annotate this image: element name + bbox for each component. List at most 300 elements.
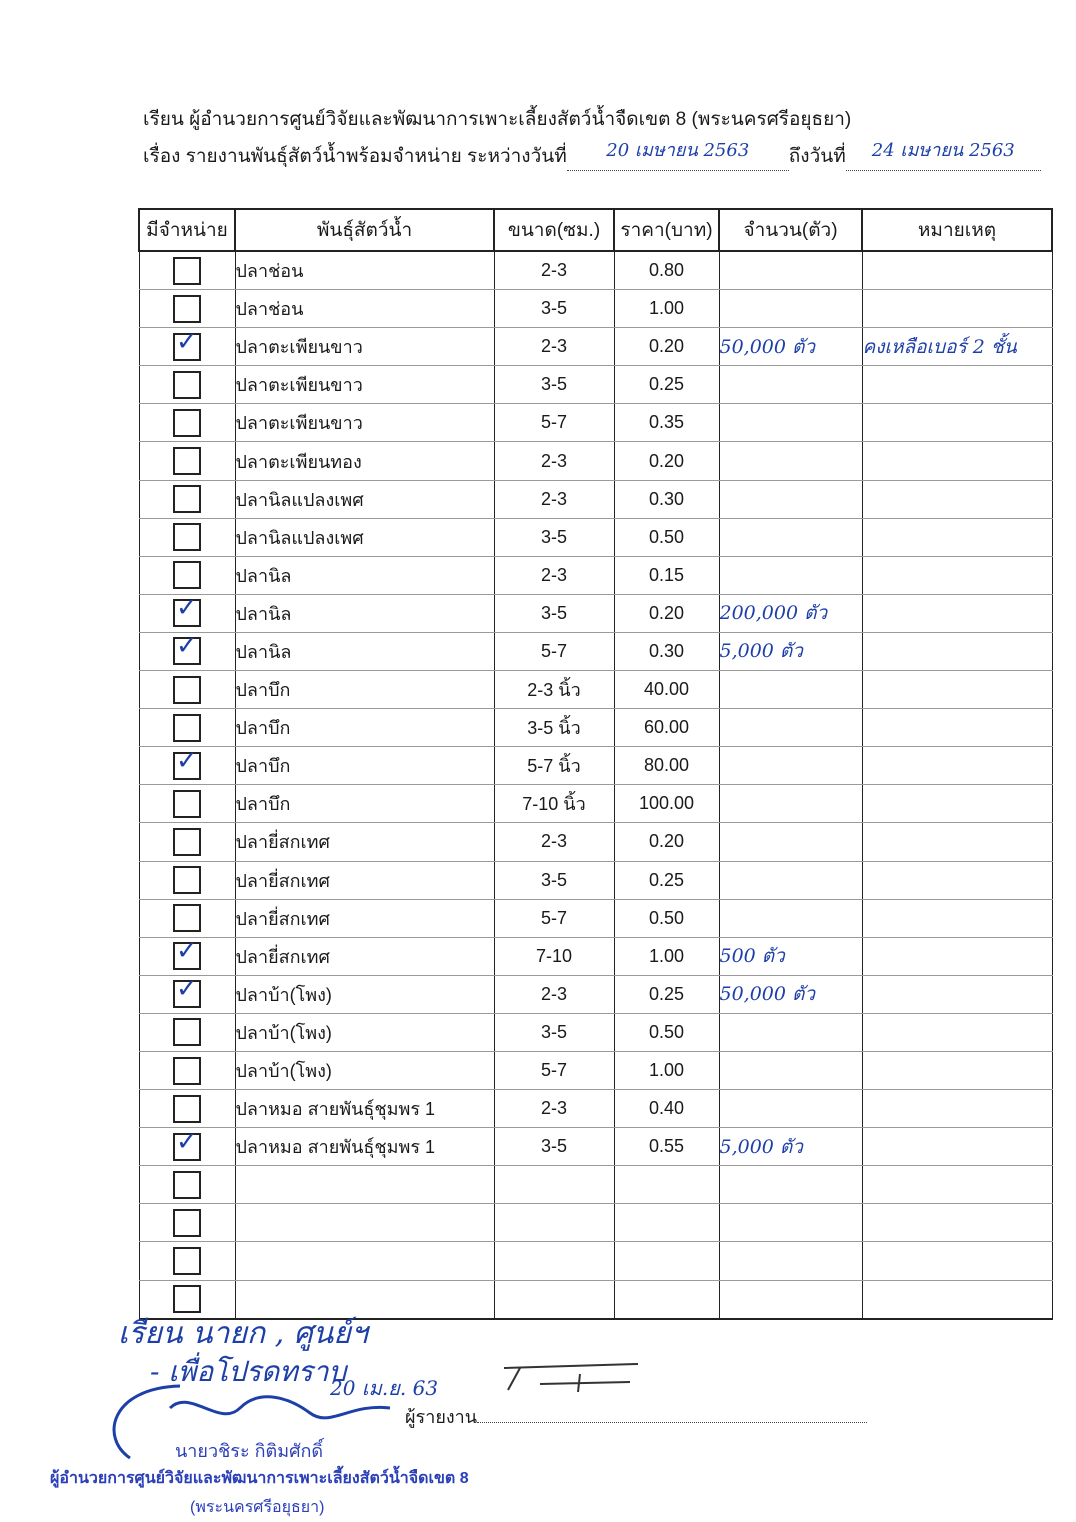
price-cell-text: 0.35: [648, 412, 685, 433]
size-cell-text: 2-3: [540, 831, 567, 852]
size-cell-text: 2-3: [540, 260, 567, 281]
price-cell: [614, 975, 719, 1013]
available-cell: [139, 556, 235, 594]
available-checkbox[interactable]: [173, 866, 201, 894]
table-header-row: [139, 209, 1052, 251]
price-cell: [614, 480, 719, 518]
price-cell-text: 0.50: [648, 526, 685, 547]
species-cell: [235, 1090, 494, 1128]
species-cell: [235, 671, 494, 709]
subject-prefix: เรื่อง รายงานพันธุ์สัตว์น้ำพร้อมจำหน่าย ระหว่างวันที่: [143, 146, 567, 167]
size-cell: [494, 899, 614, 937]
remarks-cell: [862, 366, 1052, 404]
available-cell: [139, 480, 235, 518]
price-cell: [614, 251, 719, 290]
size-cell: [494, 251, 614, 290]
remarks-cell: [862, 632, 1052, 670]
fish-stock-table: [138, 208, 1053, 1320]
size-cell-text: 5-7: [540, 907, 567, 928]
available-checkbox[interactable]: [173, 409, 201, 437]
price-cell-text: 1.00: [648, 298, 685, 319]
remarks-cell: [862, 404, 1052, 442]
size-cell: [494, 975, 614, 1013]
species-cell: [235, 594, 494, 632]
check-mark-icon: ✓: [176, 594, 198, 624]
check-mark-icon: ✓: [176, 632, 198, 662]
available-cell: [139, 975, 235, 1013]
remarks-cell: [862, 556, 1052, 594]
size-cell: [494, 594, 614, 632]
species-cell: [235, 1204, 494, 1242]
species-cell: [235, 1051, 494, 1089]
species-cell: [235, 518, 494, 556]
remarks-cell: [862, 480, 1052, 518]
species-cell: [235, 1166, 494, 1204]
check-mark-icon: ✓: [176, 975, 198, 1005]
quantity-cell-text: 5,000 ตัว: [719, 1135, 803, 1158]
signer-location: (พระนครศรีอยุธยา): [190, 1499, 325, 1516]
remarks-cell-text: คงเหลือเบอร์ 2 ชั้น: [862, 335, 1017, 358]
remarks-cell: [862, 785, 1052, 823]
price-cell-text: 0.25: [648, 983, 685, 1004]
quantity-cell-text: 50,000 ตัว: [719, 983, 816, 1006]
available-cell: [139, 632, 235, 670]
remarks-cell: [862, 937, 1052, 975]
from-date: 20 เมษายน 2563: [606, 140, 750, 161]
price-cell: [614, 861, 719, 899]
price-cell: [614, 709, 719, 747]
remarks-cell: [862, 290, 1052, 328]
available-checkbox[interactable]: [173, 447, 201, 475]
size-cell-text: 3-5: [540, 869, 567, 890]
available-checkbox[interactable]: [173, 485, 201, 513]
remarks-cell: [862, 861, 1052, 899]
size-cell-text: 5-7: [540, 640, 567, 661]
available-cell: [139, 1128, 235, 1166]
available-checkbox[interactable]: [173, 790, 201, 818]
price-cell: [614, 1204, 719, 1242]
price-cell: [614, 823, 719, 861]
price-cell-text: 1.00: [648, 945, 685, 966]
size-cell: [494, 671, 614, 709]
price-cell-text: 60.00: [643, 717, 690, 738]
species-cell-text: ปลานิล: [235, 603, 292, 624]
species-cell: [235, 556, 494, 594]
handwritten-note-1: เรียน นายก , ศูนย์ฯ: [118, 1316, 368, 1351]
remarks-cell: [862, 1128, 1052, 1166]
species-cell: [235, 785, 494, 823]
available-checkbox[interactable]: [173, 594, 201, 627]
table-row: [139, 899, 1052, 937]
species-cell-text: ปลาตะเพียนขาว: [235, 413, 363, 434]
species-cell-text: ปลายี่สกเทศ: [235, 946, 330, 967]
quantity-cell: [719, 1090, 862, 1128]
available-cell: [139, 404, 235, 442]
price-cell-text: 40.00: [643, 679, 690, 700]
quantity-cell: [719, 251, 862, 290]
table-row: [139, 937, 1052, 975]
price-cell: [614, 899, 719, 937]
size-cell-text: 2-3 นิ้ว: [527, 680, 581, 701]
quantity-cell: [719, 556, 862, 594]
remarks-cell: [862, 1242, 1052, 1280]
price-cell: [614, 671, 719, 709]
price-cell: [614, 747, 719, 785]
remarks-cell: [862, 1166, 1052, 1204]
quantity-cell: [719, 1166, 862, 1204]
table-row: [139, 709, 1052, 747]
species-cell-text: ปลาตะเพียนขาว: [235, 375, 363, 396]
size-cell: [494, 1013, 614, 1051]
available-cell: [139, 1166, 235, 1204]
available-checkbox[interactable]: [173, 1285, 201, 1313]
quantity-cell: [719, 518, 862, 556]
price-cell: [614, 1128, 719, 1166]
available-cell: [139, 861, 235, 899]
species-cell-text: ปลาบึก: [235, 756, 291, 777]
table-row: [139, 1204, 1052, 1242]
species-cell: [235, 1242, 494, 1280]
quantity-cell: [719, 632, 862, 670]
remarks-cell: [862, 823, 1052, 861]
price-cell: [614, 518, 719, 556]
species-cell: [235, 975, 494, 1013]
size-cell-text: 3-5: [540, 1021, 567, 1042]
check-mark-icon: ✓: [176, 937, 198, 967]
size-cell: [494, 1280, 614, 1319]
price-cell: [614, 1280, 719, 1319]
table-row: [139, 594, 1052, 632]
species-cell-text: ปลาตะเพียนทอง: [235, 451, 362, 472]
size-cell-text: 2-3: [540, 450, 567, 471]
size-cell: [494, 328, 614, 366]
table-row: [139, 442, 1052, 480]
table-row: [139, 1090, 1052, 1128]
species-cell: [235, 480, 494, 518]
col-size: ขนาด(ซม.): [494, 209, 614, 251]
remarks-cell: [862, 328, 1052, 366]
price-cell-text: 0.50: [648, 907, 685, 928]
species-cell: [235, 709, 494, 747]
quantity-cell: [719, 1280, 862, 1319]
price-cell-text: 0.30: [648, 488, 685, 509]
available-checkbox[interactable]: [173, 828, 201, 856]
species-cell: [235, 1128, 494, 1166]
price-cell: [614, 937, 719, 975]
size-cell: [494, 1051, 614, 1089]
price-cell: [614, 1166, 719, 1204]
size-cell-text: 5-7: [540, 1060, 567, 1081]
table-row: [139, 518, 1052, 556]
species-cell: [235, 290, 494, 328]
species-cell: [235, 937, 494, 975]
price-cell: [614, 442, 719, 480]
size-cell: [494, 861, 614, 899]
table-row: [139, 1051, 1052, 1089]
check-mark-icon: ✓: [176, 746, 198, 776]
size-cell-text: 2-3: [540, 564, 567, 585]
size-cell-text: 2-3: [540, 336, 567, 357]
species-cell-text: ปลาหมอ สายพันธุ์ชุมพร 1: [235, 1099, 436, 1120]
available-cell: [139, 251, 235, 290]
price-cell-text: 0.25: [648, 374, 685, 395]
quantity-cell: [719, 747, 862, 785]
size-cell-text: 2-3: [540, 488, 567, 509]
available-checkbox[interactable]: [173, 746, 201, 780]
quantity-cell: [719, 442, 862, 480]
table-row: [139, 975, 1052, 1013]
quantity-cell: [719, 1242, 862, 1280]
table-row: [139, 1242, 1052, 1280]
quantity-cell: [719, 975, 862, 1013]
price-cell: [614, 1013, 719, 1051]
check-mark-icon: ✓: [176, 1127, 198, 1157]
available-checkbox[interactable]: [173, 714, 201, 742]
quantity-cell: [719, 366, 862, 404]
species-cell: [235, 747, 494, 785]
size-cell: [494, 937, 614, 975]
to-date-label: ถึงวันที่: [788, 146, 846, 167]
handwritten-note-2: - เพื่อโปรดทราบ: [150, 1355, 347, 1388]
table-row: [139, 1166, 1052, 1204]
quantity-cell: [719, 937, 862, 975]
price-cell-text: 0.20: [648, 831, 685, 852]
quantity-cell: [719, 1013, 862, 1051]
table-row: [139, 861, 1052, 899]
price-cell-text: 0.25: [648, 869, 685, 890]
price-cell: [614, 594, 719, 632]
quantity-cell: [719, 861, 862, 899]
quantity-cell: [719, 823, 862, 861]
remarks-cell: [862, 975, 1052, 1013]
species-cell: [235, 366, 494, 404]
available-checkbox[interactable]: [173, 904, 201, 932]
size-cell: [494, 1090, 614, 1128]
from-date-field: [567, 141, 789, 171]
available-checkbox[interactable]: [173, 1057, 201, 1085]
species-cell-text: ปลายี่สกเทศ: [235, 832, 330, 853]
table-row: [139, 328, 1052, 366]
available-checkbox[interactable]: [173, 257, 201, 285]
available-checkbox[interactable]: [173, 1247, 201, 1275]
price-cell-text: 0.20: [648, 602, 685, 623]
size-cell: [494, 290, 614, 328]
quantity-cell-text: 200,000 ตัว: [719, 602, 828, 625]
reporter-label: ผู้รายงาน: [405, 1407, 478, 1427]
available-cell: [139, 1090, 235, 1128]
species-cell-text: ปลาช่อน: [235, 261, 304, 282]
available-cell: [139, 328, 235, 366]
size-cell-text: 3-5: [540, 374, 567, 395]
quantity-cell: [719, 404, 862, 442]
size-cell-text: 3-5: [540, 298, 567, 319]
price-cell-text: 0.80: [648, 260, 685, 281]
price-cell-text: 0.50: [648, 1021, 685, 1042]
available-cell: [139, 290, 235, 328]
price-cell-text: 0.40: [648, 1098, 685, 1119]
species-cell-text: ปลานิลแปลงเพศ: [235, 527, 364, 548]
available-cell: [139, 671, 235, 709]
available-checkbox[interactable]: [173, 1018, 201, 1046]
price-cell-text: 80.00: [643, 755, 690, 776]
available-cell: [139, 442, 235, 480]
quantity-cell: [719, 785, 862, 823]
size-cell-text: 5-7 นิ้ว: [527, 756, 581, 777]
available-checkbox[interactable]: [173, 676, 201, 704]
quantity-cell: [719, 328, 862, 366]
available-checkbox[interactable]: [173, 1095, 201, 1123]
species-cell-text: ปลานิล: [235, 641, 292, 662]
price-cell: [614, 328, 719, 366]
species-cell-text: ปลาตะเพียนขาว: [235, 337, 363, 358]
species-cell-text: ปลาช่อน: [235, 299, 304, 320]
to-date-field: [846, 141, 1041, 171]
size-cell: [494, 1128, 614, 1166]
table-row: [139, 404, 1052, 442]
to-date: 24 เมษายน 2563: [871, 140, 1015, 161]
remarks-cell: [862, 1051, 1052, 1089]
price-cell: [614, 1242, 719, 1280]
available-cell: [139, 518, 235, 556]
available-cell: [139, 1051, 235, 1089]
remarks-cell: [862, 1090, 1052, 1128]
available-checkbox[interactable]: [173, 295, 201, 323]
size-cell: [494, 747, 614, 785]
quantity-cell: [719, 899, 862, 937]
available-cell: [139, 823, 235, 861]
available-checkbox[interactable]: [173, 561, 201, 589]
available-cell: [139, 1242, 235, 1280]
quantity-cell: [719, 1204, 862, 1242]
quantity-cell-text: 5,000 ตัว: [719, 640, 803, 663]
available-cell: [139, 366, 235, 404]
species-cell: [235, 861, 494, 899]
col-quantity: จำนวน(ตัว): [719, 209, 862, 251]
price-cell-text: 0.55: [648, 1136, 685, 1157]
signer-name: นายวชิระ กิติมศักดิ์: [175, 1441, 324, 1461]
col-available: มีจำหน่าย: [139, 209, 235, 251]
recipient-line: เรียน ผู้อำนวยการศูนย์วิจัยและพัฒนาการเพาะเลี้ยงสัตว์น้ำจืดเขต 8 (พระนครศรีอยุธยา): [143, 109, 852, 130]
remarks-cell: [862, 709, 1052, 747]
species-cell: [235, 823, 494, 861]
size-cell-text: 2-3: [540, 983, 567, 1004]
quantity-cell: [719, 290, 862, 328]
remarks-cell: [862, 594, 1052, 632]
species-cell-text: ปลาบ้า(โพง): [235, 1061, 332, 1082]
quantity-cell: [719, 480, 862, 518]
quantity-cell-text: 50,000 ตัว: [719, 335, 816, 358]
species-cell: [235, 251, 494, 290]
table-row: [139, 1128, 1052, 1166]
species-cell: [235, 632, 494, 670]
price-cell: [614, 404, 719, 442]
available-cell: [139, 594, 235, 632]
species-cell-text: ปลาหมอ สายพันธุ์ชุมพร 1: [235, 1137, 436, 1158]
remarks-cell: [862, 1280, 1052, 1319]
remarks-cell: [862, 747, 1052, 785]
available-checkbox[interactable]: [173, 1127, 201, 1161]
remarks-cell: [862, 251, 1052, 290]
species-cell: [235, 442, 494, 480]
price-cell: [614, 1051, 719, 1089]
size-cell-text: 5-7: [540, 412, 567, 433]
reporter-line: [405, 1402, 867, 1431]
available-checkbox[interactable]: [173, 327, 201, 361]
size-cell-text: 2-3: [540, 1098, 567, 1119]
table-row: [139, 823, 1052, 861]
price-cell-text: 0.20: [648, 336, 685, 357]
species-cell: [235, 1013, 494, 1051]
species-cell-text: ปลาบ้า(โพง): [235, 984, 332, 1005]
subject-line: [143, 141, 1041, 171]
signer-title: ผู้อำนวยการศูนย์วิจัยและพัฒนาการเพาะเลี้ยงสัตว์น้ำจืดเขต 8: [50, 1470, 469, 1487]
size-cell-text: 7-10: [535, 945, 573, 966]
table-row: [139, 251, 1052, 290]
quantity-cell: [719, 594, 862, 632]
species-cell: [235, 899, 494, 937]
available-checkbox[interactable]: [173, 371, 201, 399]
quantity-cell: [719, 671, 862, 709]
price-cell-text: 0.30: [648, 640, 685, 661]
species-cell-text: ปลาบึก: [235, 718, 291, 739]
available-checkbox[interactable]: [173, 975, 201, 1008]
size-cell: [494, 823, 614, 861]
remarks-cell: [862, 518, 1052, 556]
handwritten-date: 20 เม.ย. 63: [330, 1376, 439, 1400]
remarks-cell: [862, 1204, 1052, 1242]
size-cell: [494, 1242, 614, 1280]
remarks-cell: [862, 1013, 1052, 1051]
available-cell: [139, 1013, 235, 1051]
available-cell: [139, 747, 235, 785]
price-cell-text: 0.20: [648, 450, 685, 471]
table-row: [139, 366, 1052, 404]
size-cell: [494, 442, 614, 480]
species-cell-text: ปลายี่สกเทศ: [235, 908, 330, 929]
quantity-cell: [719, 709, 862, 747]
table-row: [139, 671, 1052, 709]
size-cell-text: 3-5 นิ้ว: [527, 718, 581, 739]
species-cell-text: ปลาบึก: [235, 680, 291, 701]
price-cell: [614, 556, 719, 594]
size-cell: [494, 404, 614, 442]
size-cell: [494, 632, 614, 670]
available-checkbox[interactable]: [173, 523, 201, 551]
col-price: ราคา(บาท): [614, 209, 719, 251]
size-cell: [494, 785, 614, 823]
col-species: พันธุ์สัตว์น้ำ: [235, 209, 494, 251]
check-mark-icon: ✓: [176, 327, 198, 357]
table-row: [139, 556, 1052, 594]
price-cell: [614, 290, 719, 328]
available-checkbox[interactable]: [173, 1209, 201, 1237]
table-row: [139, 1013, 1052, 1051]
available-checkbox[interactable]: [173, 937, 201, 970]
size-cell-text: 3-5: [540, 1136, 567, 1157]
price-cell: [614, 632, 719, 670]
price-cell-text: 100.00: [638, 793, 695, 814]
price-cell-text: 1.00: [648, 1060, 685, 1081]
price-cell: [614, 366, 719, 404]
price-cell: [614, 1090, 719, 1128]
available-checkbox[interactable]: [173, 632, 201, 665]
table-row: [139, 480, 1052, 518]
remarks-cell: [862, 899, 1052, 937]
species-cell-text: ปลาบึก: [235, 794, 291, 815]
available-cell: [139, 709, 235, 747]
species-cell-text: ปลานิล: [235, 565, 292, 586]
available-checkbox[interactable]: [173, 1171, 201, 1199]
